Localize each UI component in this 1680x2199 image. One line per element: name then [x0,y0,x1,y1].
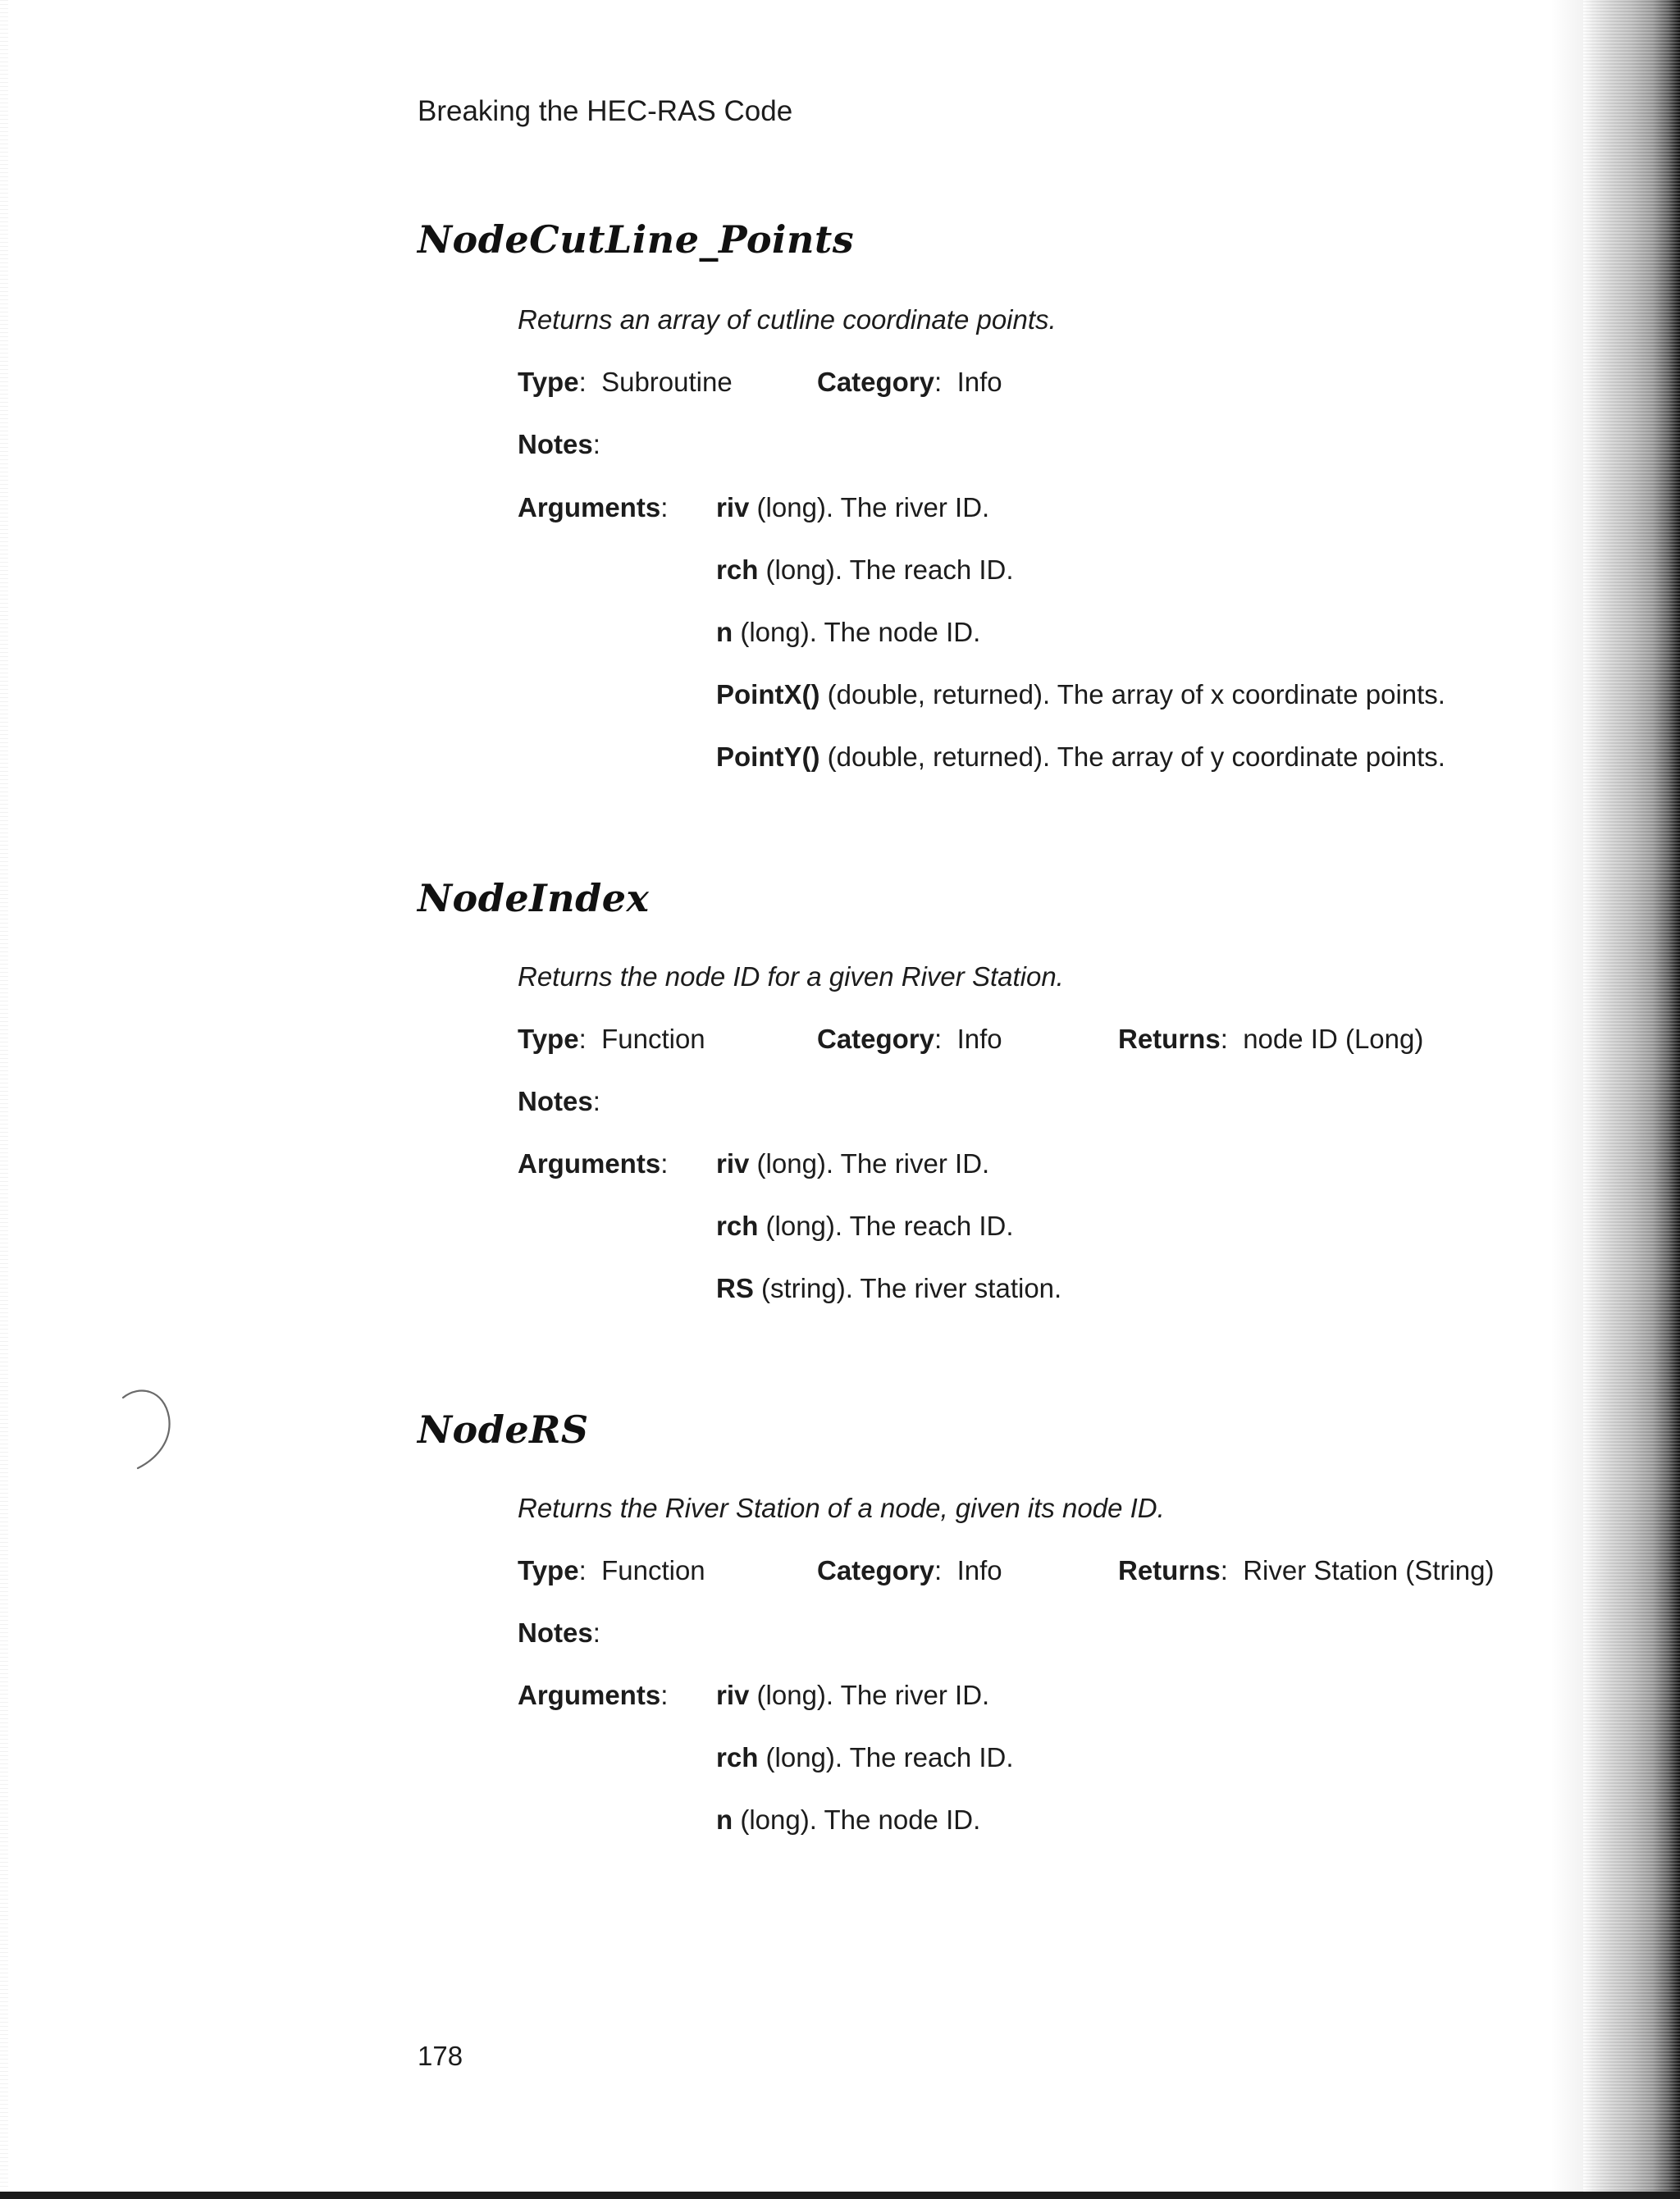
argument-description: (string). The river station. [761,1273,1062,1303]
argument-row [716,492,989,523]
argument-row [716,679,1445,710]
entry-description: Returns the River Station of a node, given its node ID. [518,1493,1165,1523]
category-value: Info [956,1555,1002,1585]
argument-name: n [716,617,733,647]
argument-name: RS [716,1273,754,1303]
entry-description: Returns an array of cutline coordinate points. [518,304,1057,335]
arguments-label: Arguments [518,1680,661,1710]
argument-description: (long). The reach ID. [765,1211,1014,1241]
returns-value: River Station (String) [1243,1555,1495,1585]
returns-label: Returns [1118,1024,1221,1054]
argument-description: (long). The node ID. [740,1804,981,1835]
notes-label: Notes [518,1617,593,1648]
category-label: Category [817,1555,935,1585]
argument-row [716,1680,989,1711]
arguments-label: Arguments [518,492,661,522]
type-field: Type: Function [518,1555,705,1585]
category-label: Category [817,1024,935,1054]
entry-title: NodeIndex [418,876,650,920]
returns-field: Returns: node ID (Long) [1118,1024,1424,1054]
arguments-field: Arguments: [518,1148,669,1179]
argument-name: PointX() [716,679,820,709]
arguments-field: Arguments: [518,492,669,522]
entry-title: NodeRS [418,1407,589,1452]
argument-description: (long). The river ID. [756,1680,990,1710]
type-field: Type: Subroutine [518,367,733,397]
category-field: Category: Info [817,367,1002,397]
entry-description: Returns the node ID for a given River Station. [518,961,1064,992]
argument-name: riv [716,1148,750,1179]
category-value: Info [956,1024,1002,1054]
arguments-field: Arguments: [518,1680,669,1710]
running-head: Breaking the HEC-RAS Code [418,95,793,127]
argument-name: rch [716,554,759,585]
argument-name: riv [716,1680,750,1710]
argument-row [716,1211,1014,1242]
argument-row [716,554,1014,586]
category-value: Info [956,367,1002,397]
argument-row [716,1742,1014,1773]
returns-field: Returns: River Station (String) [1118,1555,1495,1585]
page-number: 178 [418,2041,463,2071]
argument-name: PointY() [716,741,820,772]
notes-field: Notes: [518,1617,600,1648]
argument-name: rch [716,1742,759,1772]
category-field: Category: Info [817,1555,1002,1585]
type-label: Type [518,367,579,397]
returns-label: Returns [1118,1555,1221,1585]
argument-description: (double, returned). The array of y coordinate points. [827,741,1445,772]
type-value: Function [601,1555,705,1585]
argument-name: rch [716,1211,759,1241]
argument-row [716,1804,980,1836]
scan-bottom-edge [0,2192,1680,2199]
notes-label: Notes [518,1086,593,1116]
argument-row [716,1273,1061,1304]
argument-description: (long). The reach ID. [765,1742,1014,1772]
category-field: Category: Info [817,1024,1002,1054]
book-gutter-edge [1583,0,1680,2199]
gutter-shadow [1550,0,1583,2199]
argument-name: n [716,1804,733,1835]
type-value: Function [601,1024,705,1054]
argument-description: (long). The node ID. [740,617,981,647]
notes-field: Notes: [518,429,600,459]
pencil-bracket-mark [115,1383,180,1473]
type-label: Type [518,1555,579,1585]
argument-name: riv [716,492,750,522]
returns-value: node ID (Long) [1243,1024,1424,1054]
argument-row [716,741,1445,773]
notes-field: Notes: [518,1086,600,1116]
argument-description: (double, returned). The array of x coordinate points. [827,679,1445,709]
type-value: Subroutine [601,367,733,397]
scan-left-edge [0,0,8,2199]
type-label: Type [518,1024,579,1054]
argument-row [716,1148,989,1179]
argument-description: (long). The reach ID. [765,554,1014,585]
type-field: Type: Function [518,1024,705,1054]
notes-label: Notes [518,429,593,459]
arguments-label: Arguments [518,1148,661,1179]
category-label: Category [817,367,935,397]
argument-row [716,617,980,648]
argument-description: (long). The river ID. [756,1148,990,1179]
argument-description: (long). The river ID. [756,492,990,522]
entry-title: NodeCutLine_Points [418,217,855,262]
